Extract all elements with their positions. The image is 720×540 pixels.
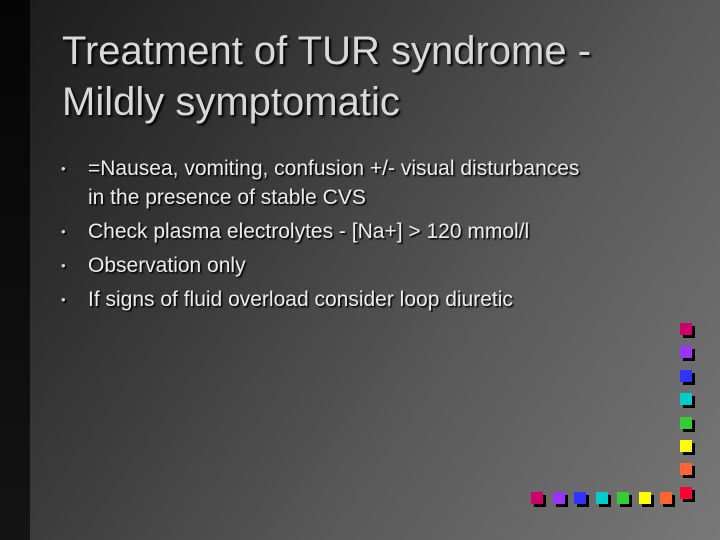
decorative-square-horizontal — [553, 492, 565, 504]
decorative-square-horizontal — [531, 492, 543, 504]
decorative-square-horizontal — [574, 492, 586, 504]
bullet-text-line: in the presence of stable CVS — [88, 186, 366, 209]
bullet-icon: • — [61, 292, 66, 307]
bullet-item-electrolytes — [60, 217, 690, 246]
bullet-icon: • — [61, 161, 66, 176]
decorative-square-vertical — [680, 323, 692, 335]
decorative-square-horizontal — [660, 492, 672, 504]
bullet-text-line: Check plasma electrolytes - [Na+] > 120 mmol/l — [88, 220, 530, 243]
bullet-text-line: =Nausea, vomiting, confusion +/- visual disturbances — [88, 157, 580, 180]
bullet-icon: • — [61, 224, 66, 239]
bullet-text-line: Observation only — [88, 254, 246, 277]
decorative-square-vertical — [680, 440, 692, 452]
decorative-square-vertical — [680, 346, 692, 358]
bullet-icon: • — [61, 258, 66, 273]
decorative-square-vertical — [680, 487, 692, 499]
decorative-square-vertical — [680, 417, 692, 429]
decorative-square-vertical — [680, 370, 692, 382]
slide-title-line-2: Mildly symptomatic — [62, 80, 400, 124]
bullet-list — [60, 154, 690, 319]
decorative-square-vertical — [680, 463, 692, 475]
decorative-square-horizontal — [596, 492, 608, 504]
decorative-square-vertical — [680, 393, 692, 405]
slide-title — [62, 26, 702, 128]
slide-title-line-1: Treatment of TUR syndrome - — [62, 29, 592, 73]
bullet-item-diuretic — [60, 285, 690, 314]
decorative-square-horizontal — [639, 492, 651, 504]
decorative-square-horizontal — [617, 492, 629, 504]
bullet-item-observation — [60, 251, 690, 280]
bullet-item-symptoms — [60, 154, 690, 212]
bullet-text-line: If signs of fluid overload consider loop diuretic — [88, 288, 513, 311]
